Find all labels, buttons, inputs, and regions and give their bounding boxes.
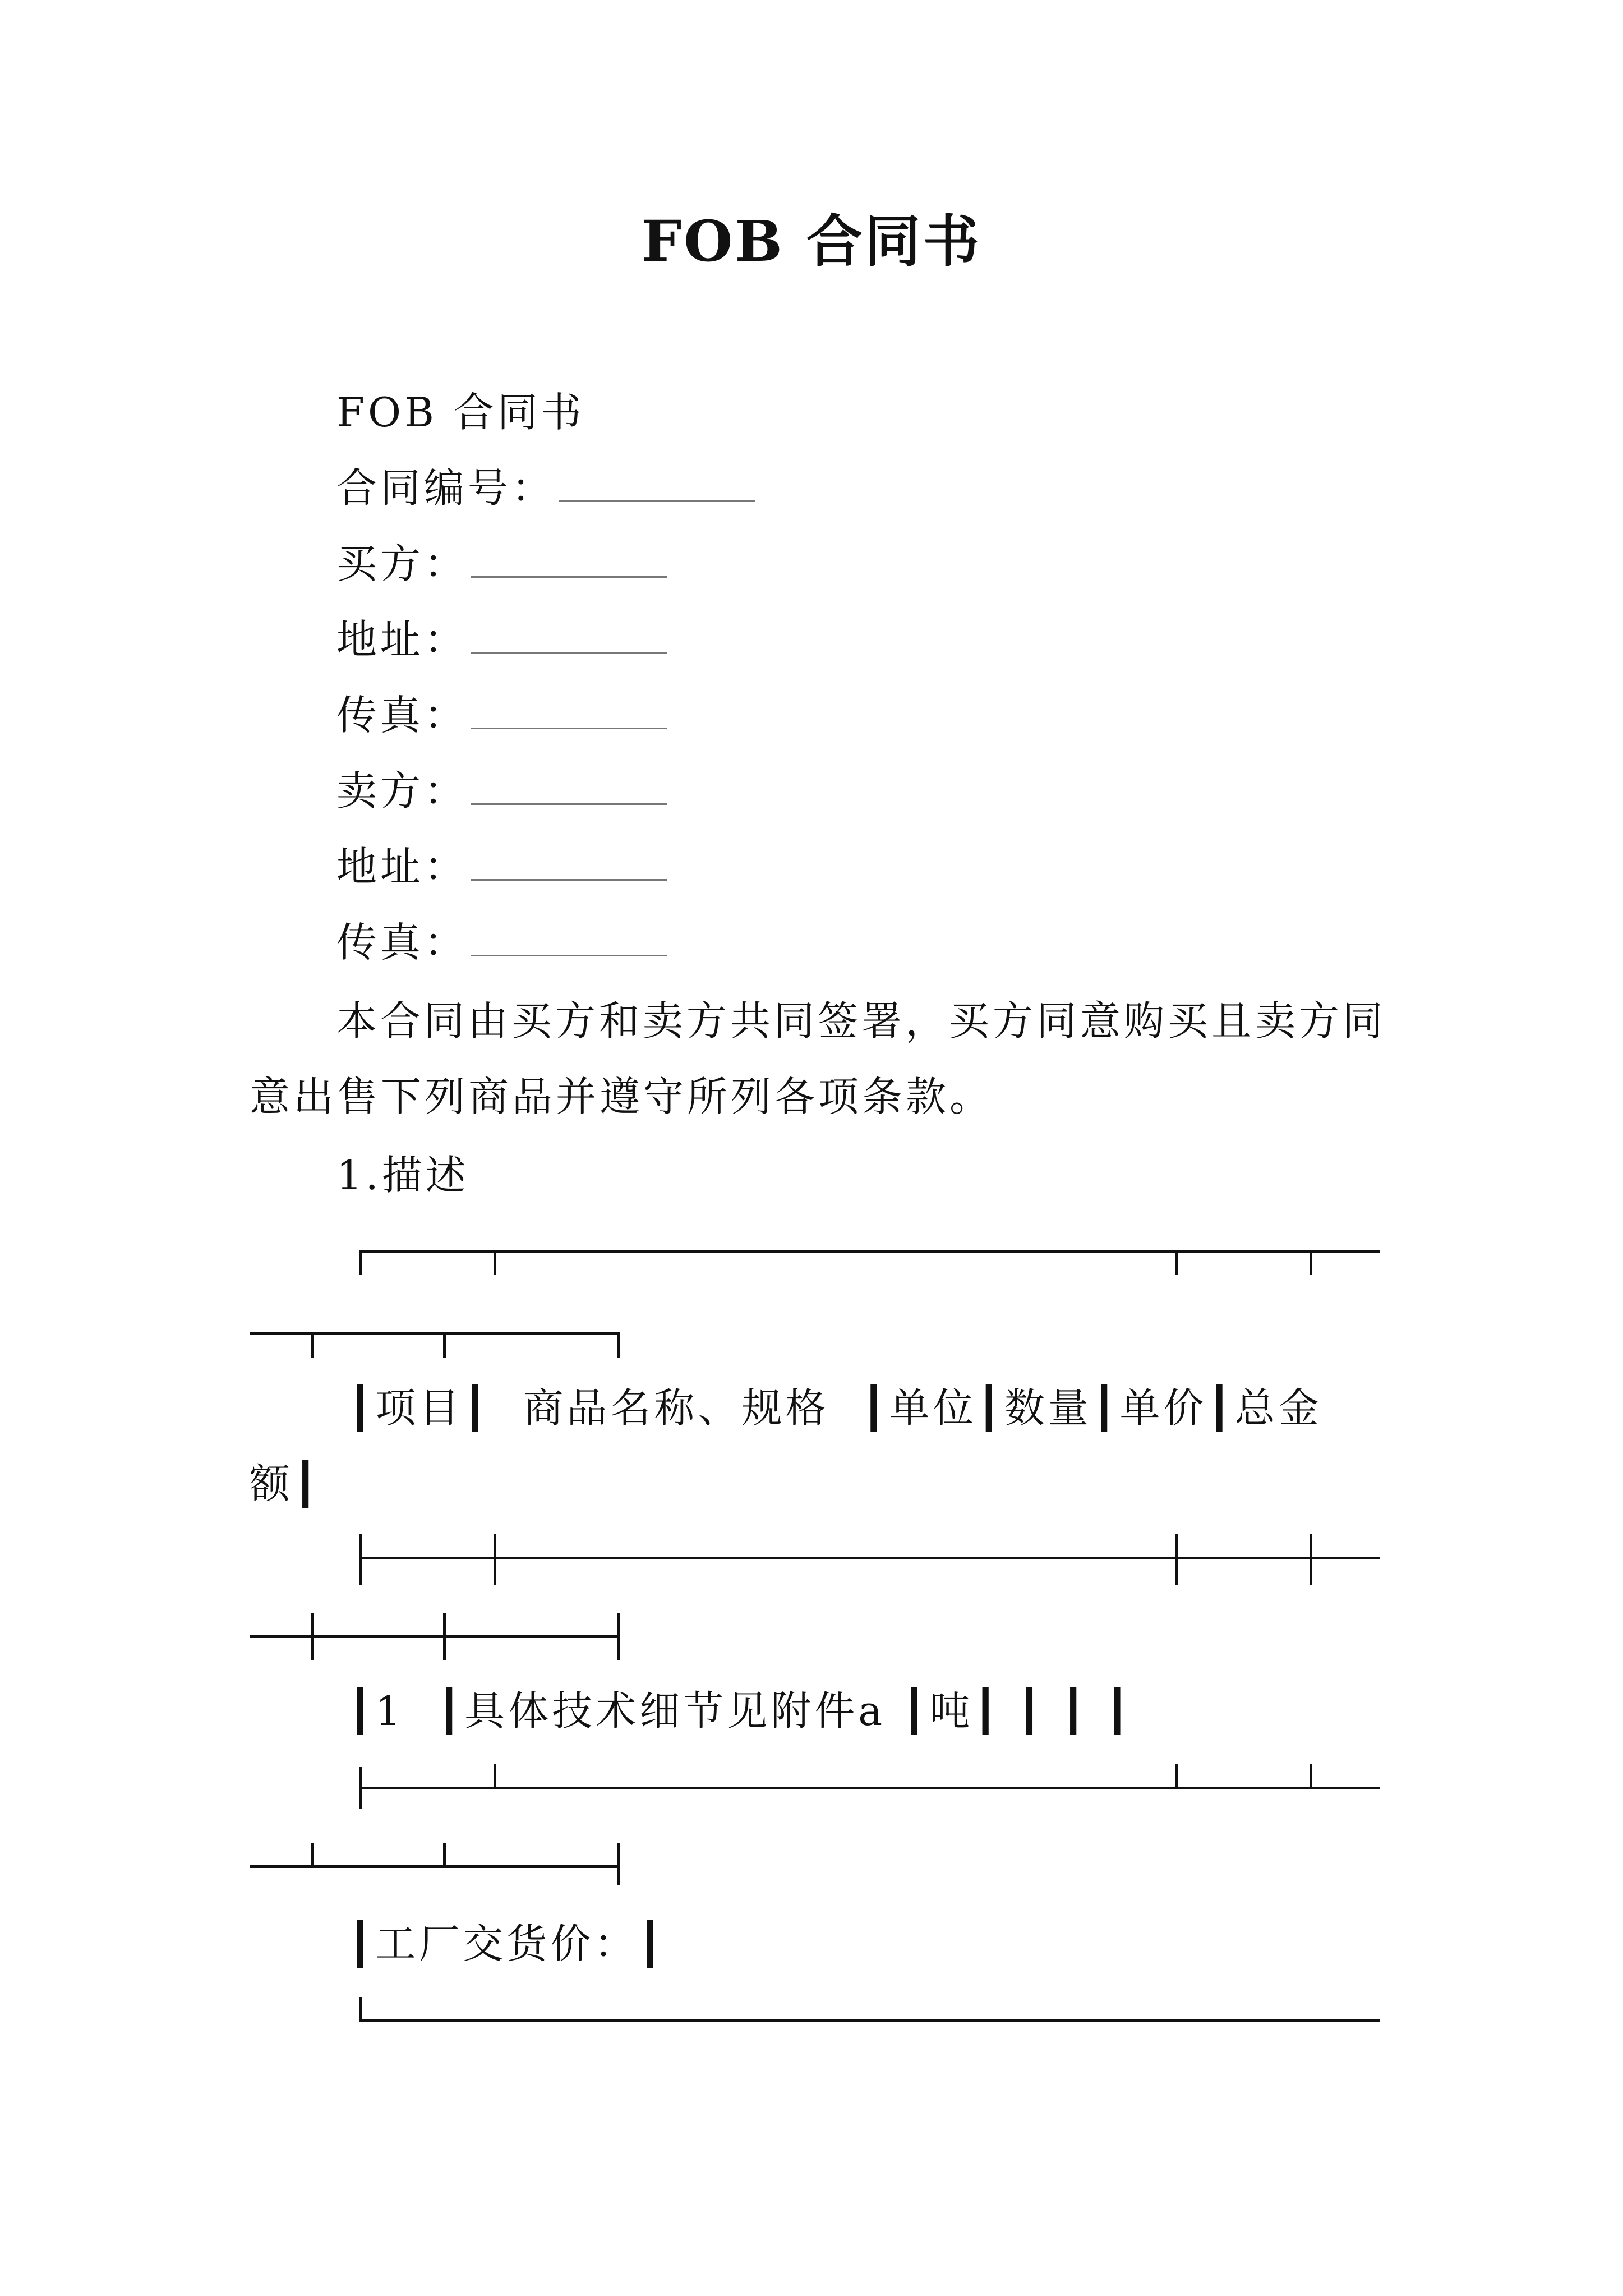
table-header-row: ┃项目┃ 商品名称、规格 ┃单位┃数量┃单价┃总金 xyxy=(348,1384,1322,1432)
table-tick xyxy=(443,1332,446,1358)
table-row: ┃1 ┃具体技术细节见附件a ┃吨┃ ┃ ┃ ┃ xyxy=(348,1687,1133,1734)
table-header-cell: 单位 xyxy=(889,1384,977,1432)
table-tick xyxy=(359,1997,362,2022)
table-tick xyxy=(359,1250,362,1275)
table-tick xyxy=(1310,1534,1312,1585)
field-buyer-fax xyxy=(336,687,667,743)
field-seller-address xyxy=(336,839,667,895)
table-separator xyxy=(359,1557,1380,1559)
table-tick xyxy=(1310,1250,1312,1275)
blank-line xyxy=(471,772,667,805)
document-subtitle: FOB 合同书 xyxy=(336,389,585,436)
table-cell: 吨 xyxy=(929,1687,974,1734)
field-seller xyxy=(336,763,667,819)
table-cell: 具体技术细节见附件a xyxy=(464,1687,886,1734)
table-header-cell: 数量 xyxy=(1004,1384,1092,1432)
table-tick xyxy=(494,1534,496,1585)
table-separator xyxy=(359,1787,1380,1789)
table-cell: 1 xyxy=(375,1687,405,1734)
blank-line xyxy=(471,848,667,881)
table-tick xyxy=(359,1767,362,1809)
table-header-cell: 商品名称、规格 xyxy=(523,1384,829,1432)
field-buyer-address xyxy=(336,611,667,668)
intro-paragraph-line2: 意出售下列商品并遵守所列各项条款。 xyxy=(250,1073,994,1120)
field-label: 地址： xyxy=(336,616,468,663)
table-tick xyxy=(494,1764,496,1787)
table-tick xyxy=(494,1250,496,1275)
blank-line xyxy=(471,545,667,578)
table-tick xyxy=(1310,1764,1312,1787)
blank-line xyxy=(471,923,667,956)
intro-paragraph-line1: 本合同由买方和卖方共同签署，买方同意购买且卖方同 xyxy=(336,997,1387,1045)
table-header-cell: 单价 xyxy=(1119,1384,1207,1432)
table-separator-continued xyxy=(250,1635,617,1638)
table-header-row-wrap: 额┃ xyxy=(250,1460,321,1507)
table-header-cell: 总金 xyxy=(1234,1384,1322,1432)
field-label: 卖方： xyxy=(336,767,468,815)
field-buyer xyxy=(336,536,667,592)
table-tick xyxy=(1175,1534,1178,1585)
table-footer-row: ┃工厂交货价：┃ xyxy=(348,1920,666,1967)
page-title: FOB 合同书 xyxy=(642,208,981,274)
blank-line xyxy=(471,620,667,654)
table-tick xyxy=(443,1843,446,1865)
blank-line xyxy=(559,469,755,502)
table-tick xyxy=(311,1613,314,1660)
field-label: 传真： xyxy=(336,692,468,739)
field-label: 买方： xyxy=(336,540,468,587)
table-tick xyxy=(359,1534,362,1585)
table-tick xyxy=(443,1613,446,1660)
field-label: 地址： xyxy=(336,843,468,890)
table-tick xyxy=(617,1843,620,1885)
section-heading-description: 1.描述 xyxy=(336,1152,469,1199)
table-tick xyxy=(311,1843,314,1865)
field-label: 传真： xyxy=(336,919,468,966)
table-tick xyxy=(617,1332,620,1358)
field-seller-fax xyxy=(336,914,667,970)
table-header-cell: 额 xyxy=(250,1460,294,1507)
field-label: 合同编号： xyxy=(336,464,556,512)
table-tick xyxy=(311,1332,314,1358)
table-header-cell: 项目 xyxy=(375,1384,463,1432)
field-contract-number xyxy=(336,460,755,516)
table-footer-label: 工厂交货价： xyxy=(375,1920,638,1967)
table-tick xyxy=(1175,1250,1178,1275)
table-top-border xyxy=(359,1250,1380,1253)
table-tick xyxy=(617,1613,620,1660)
blank-line xyxy=(471,696,667,729)
table-separator-continued xyxy=(250,1865,617,1868)
table-tick xyxy=(1175,1764,1178,1787)
table-top-border-continued xyxy=(250,1332,617,1335)
table-bottom-border xyxy=(359,2019,1380,2022)
